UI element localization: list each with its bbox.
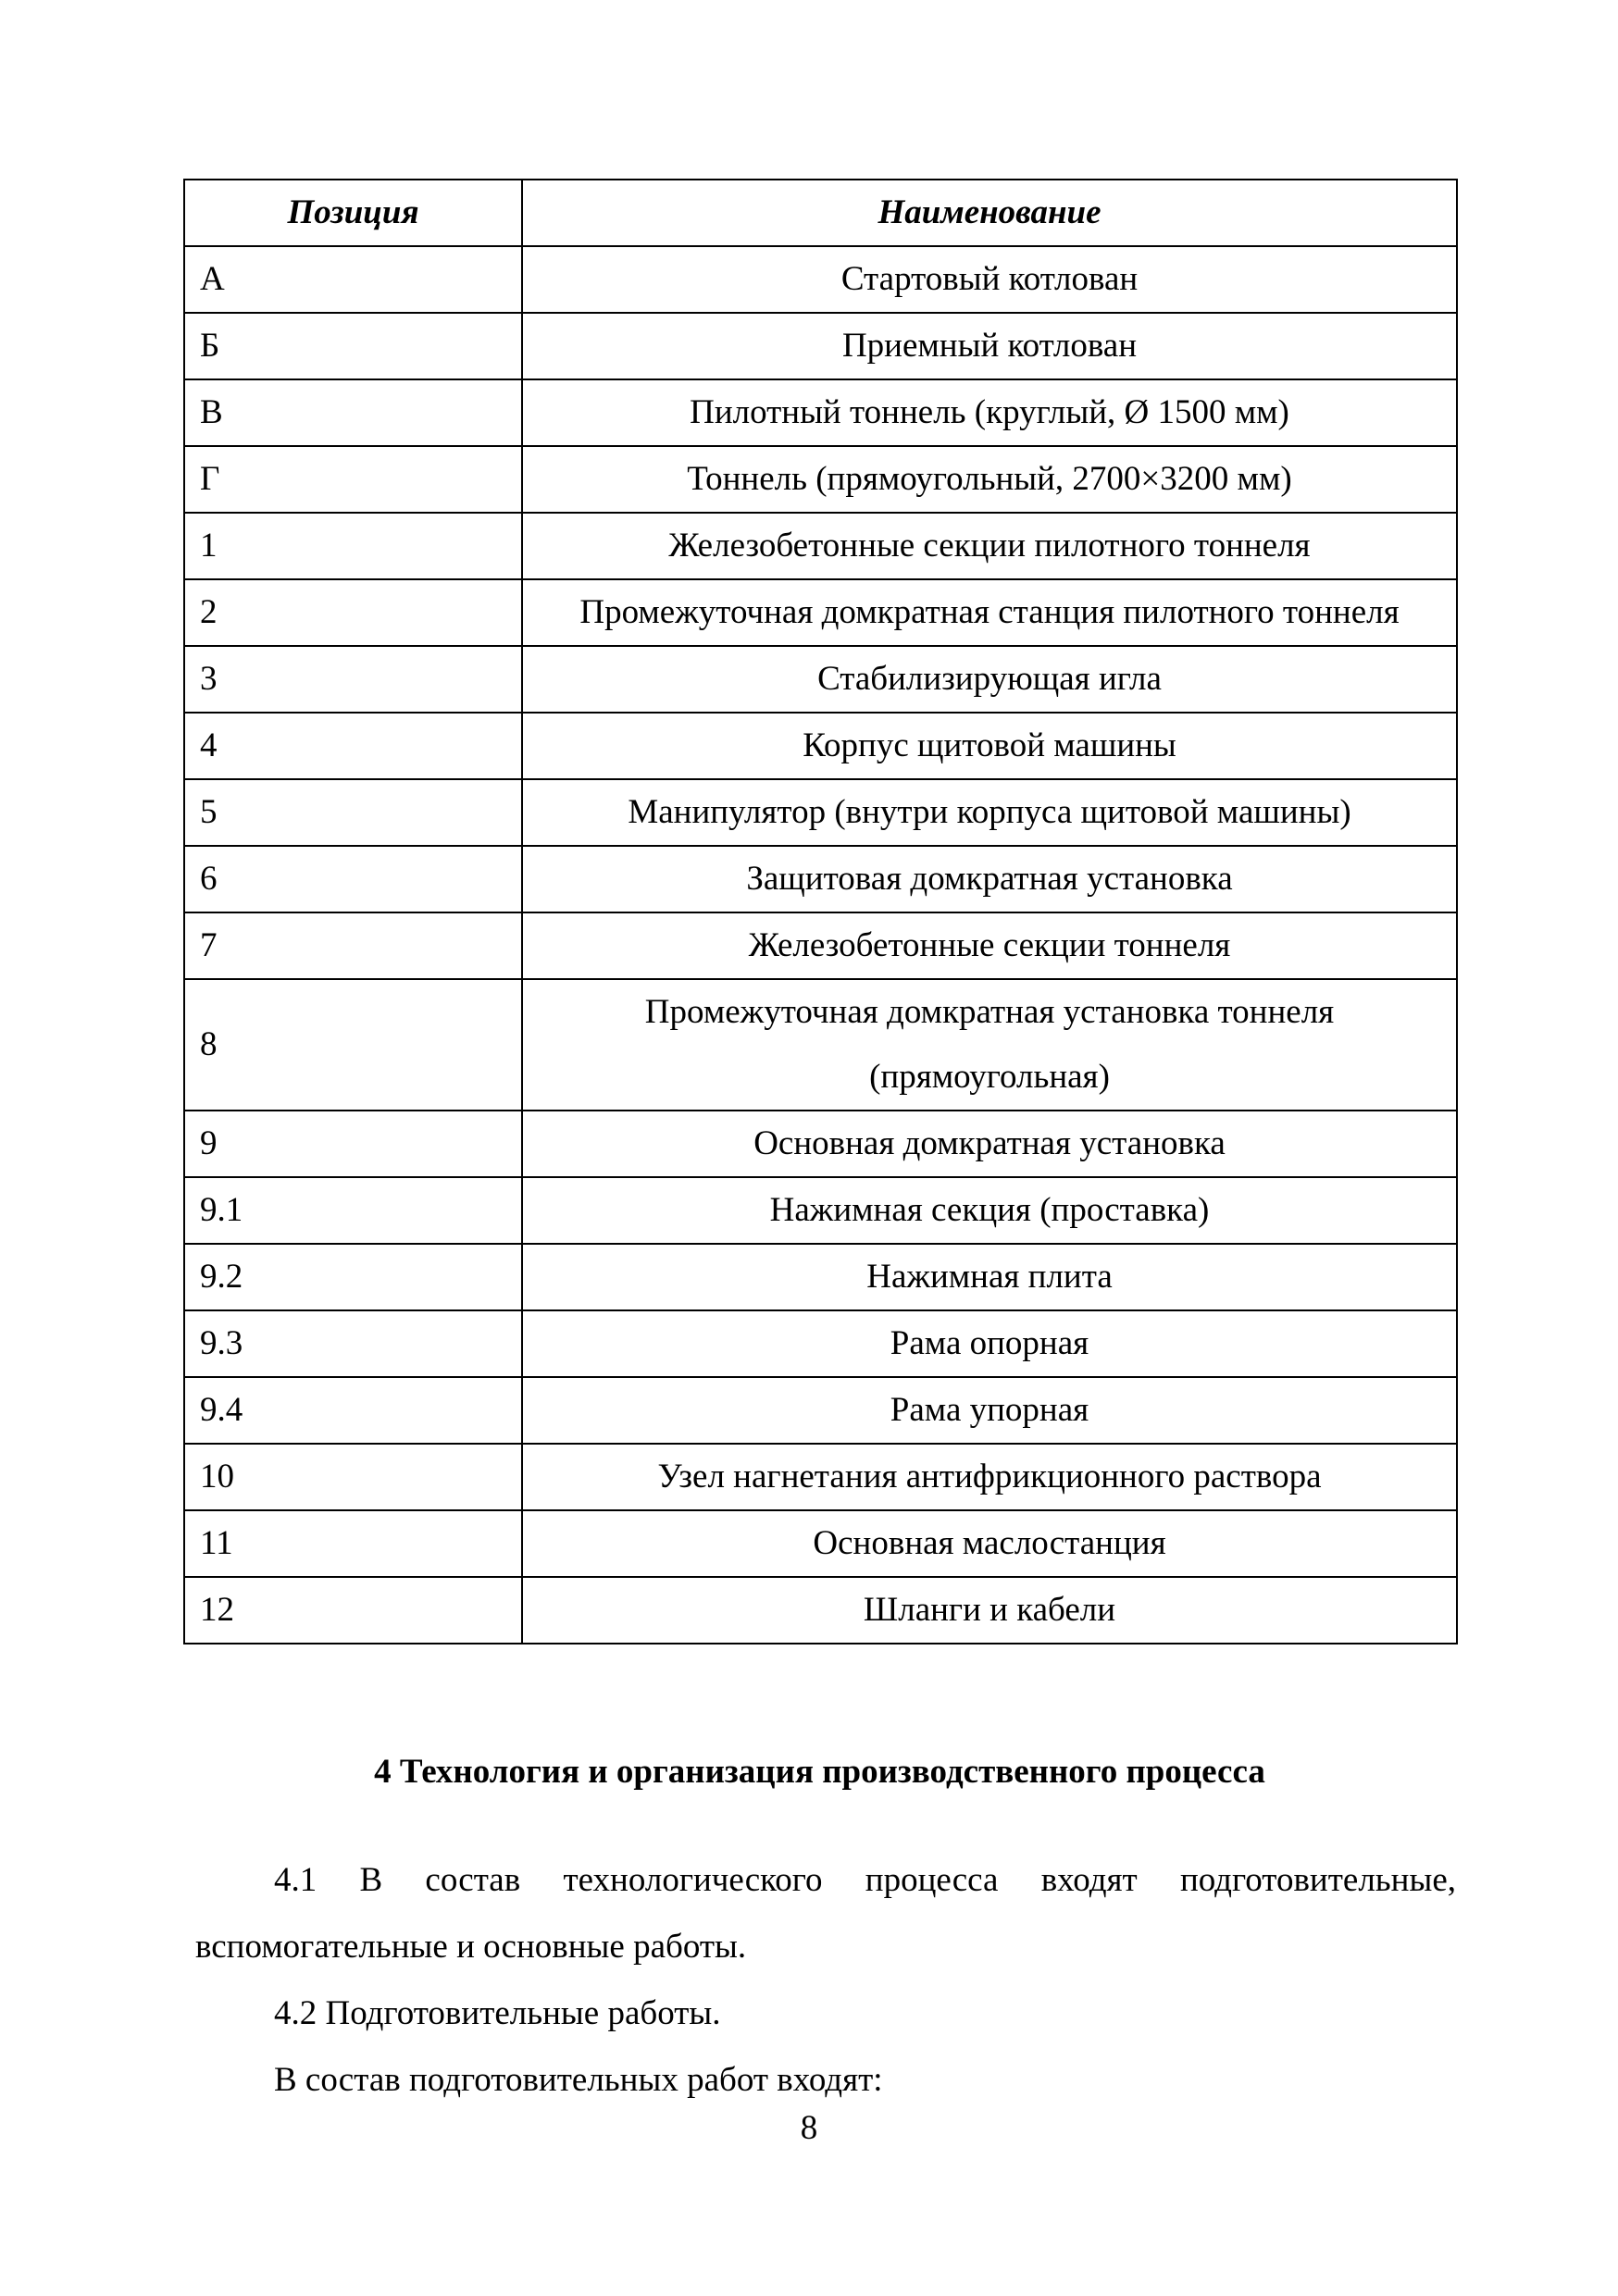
row-name: Шланги и кабели bbox=[522, 1577, 1457, 1644]
row-position: 6 bbox=[184, 846, 522, 912]
row-position: 9 bbox=[184, 1111, 522, 1177]
row-position: В bbox=[184, 379, 522, 446]
row-name: Корпус щитовой машины bbox=[522, 713, 1457, 779]
table-row bbox=[184, 379, 1457, 446]
table-row bbox=[184, 1444, 1457, 1510]
paragraph-4-1: 4.1 В состав технологического процесса входят подготовительные, вспомогательные и основные работы. bbox=[195, 1861, 1456, 1966]
table-row bbox=[184, 979, 1457, 1111]
row-name: Стабилизирующая игла bbox=[522, 646, 1457, 713]
row-position: 9.2 bbox=[184, 1244, 522, 1310]
row-position: 5 bbox=[184, 779, 522, 846]
row-position: 10 bbox=[184, 1444, 522, 1510]
table-row bbox=[184, 246, 1457, 313]
section-heading: 4 Технология и организация производственного процесса bbox=[374, 1753, 1265, 1791]
row-position: 9.1 bbox=[184, 1177, 522, 1244]
row-name: Промежуточная домкратная станция пилотного тоннеля bbox=[522, 579, 1457, 646]
table-row bbox=[184, 646, 1457, 713]
table-row bbox=[184, 779, 1457, 846]
positions-table bbox=[183, 179, 1458, 1644]
table-row bbox=[184, 846, 1457, 912]
row-name: Стартовый котлован bbox=[522, 246, 1457, 313]
row-name: Защитовая домкратная установка bbox=[522, 846, 1457, 912]
table-header-row bbox=[184, 180, 1457, 246]
row-name: Пилотный тоннель (круглый, Ø 1500 мм) bbox=[522, 379, 1457, 446]
row-position: Б bbox=[184, 313, 522, 379]
table-row bbox=[184, 912, 1457, 979]
row-position: 4 bbox=[184, 713, 522, 779]
row-position: А bbox=[184, 246, 522, 313]
row-position: 12 bbox=[184, 1577, 522, 1644]
header-name: Наименование bbox=[522, 180, 1457, 246]
table-row bbox=[184, 1177, 1457, 1244]
row-position: 8 bbox=[184, 979, 522, 1111]
row-name: Рама упорная bbox=[522, 1377, 1457, 1444]
table-row bbox=[184, 1510, 1457, 1577]
page-number: 8 bbox=[800, 2109, 818, 2147]
row-position: 9.3 bbox=[184, 1310, 522, 1377]
row-name: Железобетонные секции тоннеля bbox=[522, 912, 1457, 979]
row-position: 7 bbox=[184, 912, 522, 979]
table-row bbox=[184, 1111, 1457, 1177]
row-position: Г bbox=[184, 446, 522, 513]
table-row bbox=[184, 513, 1457, 579]
row-name: Узел нагнетания антифрикционного раствора bbox=[522, 1444, 1457, 1510]
table-row bbox=[184, 313, 1457, 379]
row-name: Тоннель (прямоугольный, 2700×3200 мм) bbox=[522, 446, 1457, 513]
paragraph-list-intro: В состав подготовительных работ входят: bbox=[274, 2061, 883, 2099]
table-row bbox=[184, 713, 1457, 779]
paragraph-4-2: 4.2 Подготовительные работы. bbox=[274, 1994, 721, 2032]
row-position: 3 bbox=[184, 646, 522, 713]
row-name-line-2: (прямоугольная) bbox=[869, 1058, 1110, 1096]
table-row bbox=[184, 446, 1457, 513]
table-row bbox=[184, 1577, 1457, 1644]
header-position: Позиция bbox=[184, 180, 522, 246]
row-position: 2 bbox=[184, 579, 522, 646]
row-name-line-1: Промежуточная домкратная установка тоннеля bbox=[644, 993, 1335, 1031]
row-name: Основная домкратная установка bbox=[522, 1111, 1457, 1177]
row-name: Нажимная плита bbox=[522, 1244, 1457, 1310]
table-row bbox=[184, 1244, 1457, 1310]
table-row bbox=[184, 1377, 1457, 1444]
table-row bbox=[184, 579, 1457, 646]
row-name: Рама опорная bbox=[522, 1310, 1457, 1377]
table-row bbox=[184, 1310, 1457, 1377]
row-position: 9.4 bbox=[184, 1377, 522, 1444]
row-name bbox=[522, 979, 1457, 1111]
row-name: Основная маслостанция bbox=[522, 1510, 1457, 1577]
row-position: 1 bbox=[184, 513, 522, 579]
row-position: 11 bbox=[184, 1510, 522, 1577]
row-name: Приемный котлован bbox=[522, 313, 1457, 379]
row-name: Манипулятор (внутри корпуса щитовой машины) bbox=[522, 779, 1457, 846]
row-name: Нажимная секция (проставка) bbox=[522, 1177, 1457, 1244]
row-name: Железобетонные секции пилотного тоннеля bbox=[522, 513, 1457, 579]
